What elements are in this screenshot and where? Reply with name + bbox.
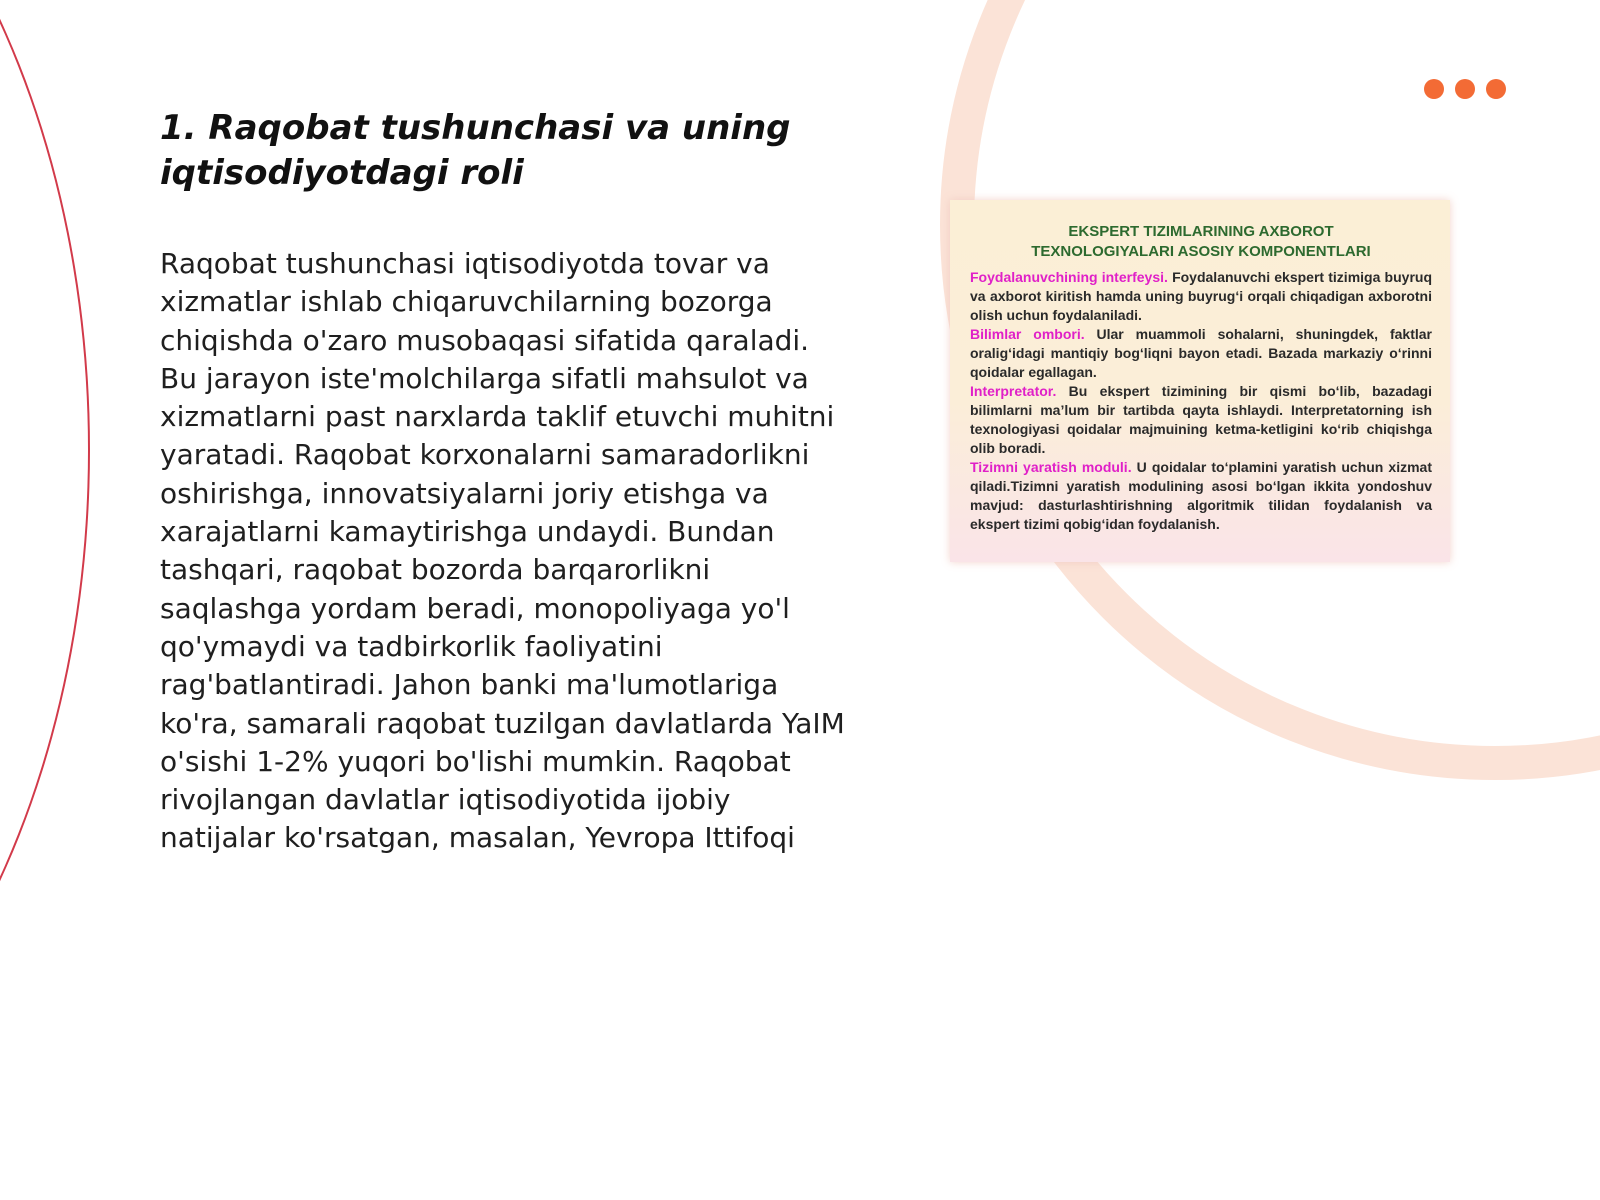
card-item-text: Ular muammoli sohalarni, shuningdek, faktlar oralig‘idagi mantiqiy bog‘liqni bayon etadi. Bazada markaziy o‘rinni qoidalar egallagan. xyxy=(970,326,1432,380)
slide-body-text: Raqobat tushunchasi iqtisodiyotda tovar va xizmatlar ishlab chiqaruvchilarning bozorga chiqishda o'zaro musobaqasi sifatida qaraladi. Bu jarayon iste'molchilarga sifatli mahsulot va xizmatlarni past narxlarda taklif etuvchi muhitni yaratadi. Raqobat korxonalarni samaradorlikni oshirishga, innovatsiyalarni joriy etishga va xarajatlarni kamaytirishga undaydi. Bundan tashqari, raqobat bozorda barqarorlikni saqlashga yordam beradi, monopoliyaga yo'l qo'ymaydi va tadbirkorlik faoliyatini rag'batlantiradi. Jahon banki ma'lumotlariga ko'ra, samarali raqobat tuzilgan davlatlarda YaIM o'sishi 1-2% yuqori bo'lishi mumkin. Raqobat rivojlangan davlatlar iqtisodiyotida ijobiy natijalar ko'rsatgan, masalan, Yevropa Ittifoqi xyxy=(160,247,845,855)
card-item-term: Tizimni yaratish moduli. xyxy=(970,459,1132,475)
card-item-term: Bilimlar ombori. xyxy=(970,326,1085,342)
dot-icon xyxy=(1486,79,1506,99)
card-item-text: U qoidalar to‘plamini yaratish uchun xizmat qiladi.Tizimni yaratish modulining asosi bo‘lgan ikkita yondoshuv mavjud: dasturlashtirishning algoritmik tilidan foydalanish va ekspert tizimi qobig‘idan foydalanish. xyxy=(970,459,1432,532)
card-heading-line-2: TEXNOLOGIYALARI ASOSIY KOMPONENTLARI xyxy=(1031,243,1371,260)
card-item-term: Foydalanuvchining interfeysi. xyxy=(970,269,1168,285)
expert-systems-image xyxy=(950,200,1450,562)
card-item-interface xyxy=(970,268,1432,325)
card-heading xyxy=(970,222,1432,262)
card-item-text: Bu ekspert tizimining bir qismi bo‘lib, bazadagi bilimlarni ma’lum bir tartibda qayta ishlaydi. Interpretatorning ish texnologiyasi qoidalar majmuining ketma-ketligini ko‘rib chiqishga olib boradi. xyxy=(970,383,1432,456)
card-item-knowledge-base xyxy=(970,325,1432,382)
decorative-left-arc xyxy=(0,0,90,1200)
card-heading-line-1: EKSPERT TIZIMLARINING AXBOROT xyxy=(1068,223,1334,240)
card-item-interpreter xyxy=(970,382,1432,458)
decorative-dots xyxy=(1424,79,1506,99)
slide-title: 1. Raqobat tushunchasi va uning iqtisodiyotdagi roli xyxy=(160,108,791,193)
dot-icon xyxy=(1424,79,1444,99)
dot-icon xyxy=(1455,79,1475,99)
card-item-system-builder xyxy=(970,458,1432,534)
card-item-text: Foydalanuvchi ekspert tizimiga buyruq va axborot kiritish hamda uning buyrug‘i orqali chiqadigan axborotni olish uchun foydalaniladi. xyxy=(970,269,1432,323)
card-item-term: Interpretator. xyxy=(970,383,1057,399)
